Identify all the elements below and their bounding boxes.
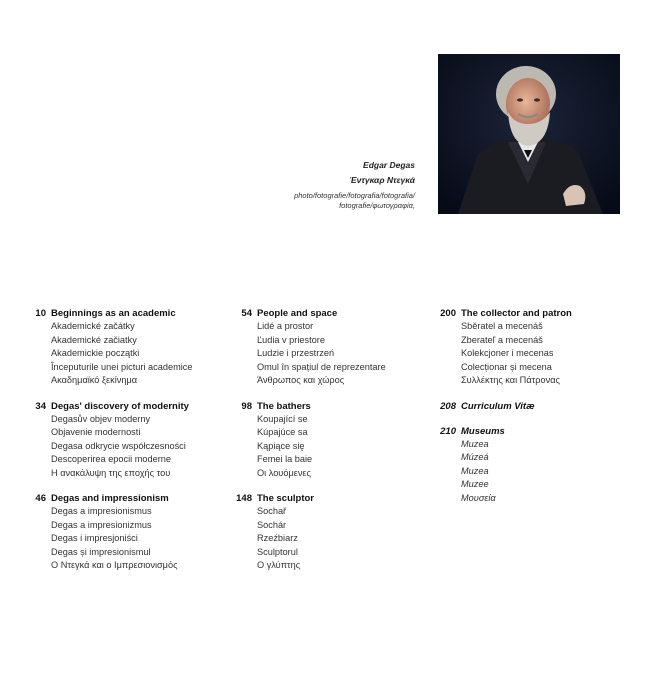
toc-entry[interactable] (430, 425, 572, 506)
toc-translation: Degas a impresionismus (51, 506, 152, 516)
toc-translation: Μουσεία (461, 492, 496, 503)
toc-translation: Rzeźbiarz (257, 533, 298, 543)
toc-translation: Omul în spațiul de reprezentare (257, 361, 386, 372)
toc-translation: Kúpajúce sa (257, 427, 308, 437)
photo-caption (294, 160, 415, 211)
toc-page-number: 98 (241, 400, 252, 412)
toc-entry-title: The collector and patron (461, 308, 572, 319)
toc-translation: Descoperirea epocii moderne (51, 454, 172, 464)
caption-credit-line-2: fotografie/φωτογραφία, (339, 201, 415, 210)
toc-entry-heading (226, 492, 386, 505)
toc-entry[interactable] (24, 307, 192, 388)
toc-entry-title: Curriculum Vitæ (461, 400, 535, 412)
toc-translation: Muzea (461, 465, 489, 476)
toc-translation: Degas a impresionizmus (51, 519, 152, 530)
toc-entry-translations (226, 320, 386, 388)
toc-page-number: 148 (236, 493, 252, 504)
toc-translation: Koupající se (257, 413, 308, 424)
toc-entry-heading (226, 400, 386, 413)
toc-translation: Degasa odkrycie współczesności (51, 440, 186, 451)
toc-entry-title: The sculptor (257, 493, 315, 504)
toc-translation: Ακαδημαϊκό ξεκίνημα (51, 375, 138, 385)
toc-translation: Οι λουόμενες (257, 467, 311, 478)
caption-name-greek: Έντγκαρ Ντεγκά (349, 175, 415, 185)
toc-entry-translations (226, 413, 386, 481)
toc-translation: Sběratel a mecenáš (461, 321, 543, 331)
toc-translation: Începuturile unei picturi academice (51, 361, 193, 372)
toc-translation: Kolekcjoner i mecenas (461, 348, 554, 358)
toc-translation: Objavenie modernosti (51, 427, 141, 437)
toc-column-col1 (24, 307, 192, 585)
toc-translation: Akademické začiatky (51, 334, 137, 345)
toc-translation: Múzeá (461, 452, 489, 462)
toc-translation: Akademické začátky (51, 321, 135, 331)
toc-entry[interactable] (430, 307, 572, 388)
toc-entry[interactable] (24, 492, 192, 573)
toc-entry-title: Degas' discovery of modernity (51, 400, 189, 412)
toc-page-number: 10 (35, 308, 46, 319)
toc-entry-heading (24, 307, 192, 320)
caption-credit (294, 191, 415, 211)
toc-entry-heading (226, 307, 386, 320)
caption-name: Edgar Degas (363, 160, 415, 170)
toc-page-number: 46 (35, 493, 46, 504)
toc-page-number: 208 (440, 400, 456, 412)
toc-entry-title: The bathers (257, 400, 311, 412)
toc-translation: Sculptorul (257, 546, 298, 557)
toc-entry-translations (430, 320, 572, 388)
toc-entry[interactable] (226, 492, 386, 573)
toc-entry-heading (430, 425, 572, 438)
toc-entry-translations (24, 320, 192, 388)
toc-entry-title: Beginnings as an academic (51, 308, 176, 319)
toc-page-number: 200 (440, 308, 456, 319)
toc-translation: Lidé a prostor (257, 321, 314, 331)
toc-translation: Ľudia v priestore (257, 334, 325, 345)
toc-translation: Colecționar și mecena (461, 361, 552, 372)
toc-translation: Ludzie i przestrzeń (257, 348, 335, 358)
portrait-photo (438, 54, 620, 214)
toc-entry[interactable] (430, 400, 572, 413)
toc-entry[interactable] (226, 400, 386, 481)
toc-translation: Akademickie początki (51, 348, 140, 358)
toc-translation: Degas i impresjoniści (51, 533, 138, 543)
toc-translation: Muzea (461, 438, 489, 449)
toc-entry[interactable] (24, 400, 192, 481)
toc-translation: Η ανακάλυψη της εποχής του (51, 467, 171, 478)
toc-entry-heading (24, 400, 192, 413)
toc-page-number: 210 (440, 425, 456, 437)
toc-page-number: 34 (35, 400, 46, 412)
toc-entry-heading (24, 492, 192, 505)
toc-page-number: 54 (241, 308, 252, 319)
toc-entry-translations (226, 505, 386, 573)
toc-entry-heading (430, 307, 572, 320)
toc-translation: Ο Ντεγκά και ο Ιμπρεσιονισμός (51, 560, 178, 570)
toc-entry-title: Museums (461, 425, 505, 437)
toc-translation: Sochár (257, 519, 287, 530)
toc-translation: Άνθρωπος και χώρος (257, 375, 345, 385)
caption-credit-line-1: photo/fotografie/fotografia/fotografia/ (294, 191, 415, 200)
toc-column-col2 (226, 307, 386, 585)
toc-entry-translations (24, 413, 192, 481)
toc-entry-translations (430, 438, 572, 506)
toc-translation: Degasův objev moderny (51, 413, 151, 424)
toc-entry-title: People and space (257, 308, 338, 319)
toc-entry-heading (430, 400, 572, 413)
toc-column-col3 (430, 307, 572, 517)
toc-translation: Zberateľ a mecenáš (461, 334, 543, 345)
toc-entry-title: Degas and impressionism (51, 493, 169, 504)
portrait-illustration (438, 54, 620, 214)
toc-translation: Degas și impresionismul (51, 546, 151, 557)
toc-translation: Femei la baie (257, 454, 313, 464)
toc-translation: Συλλέκτης και Πάτρονας (461, 375, 560, 385)
toc-translation: Kąpiące się (257, 440, 305, 451)
toc-entry-translations (24, 505, 192, 573)
toc-translation: Sochař (257, 506, 287, 516)
toc-translation: Ο γλύπτης (257, 560, 301, 570)
toc-entry[interactable] (226, 307, 386, 388)
toc-translation: Muzee (461, 479, 489, 489)
